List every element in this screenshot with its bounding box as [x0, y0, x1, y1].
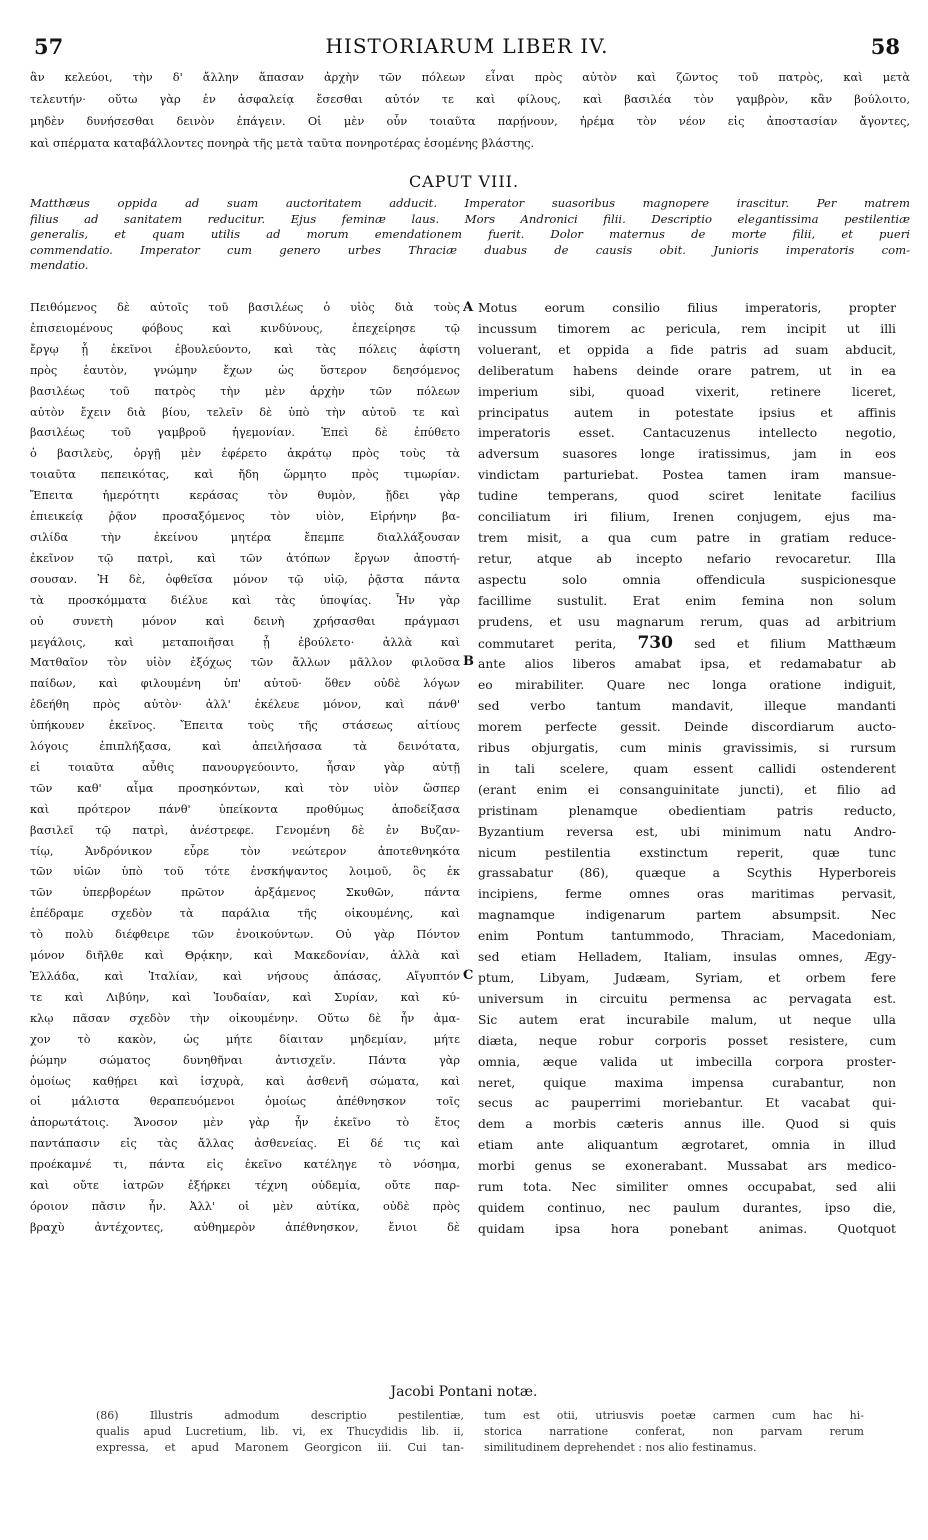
greek-line: ἐπιεικείᾳ ῥᾷον προσαξόμενος τὸν υἱὸν, Εἰρήνην βα- [30, 510, 460, 524]
latin-line: grassabatur (86), quæque a Scythis Hyperboreis [478, 866, 896, 881]
latin-line: voluerant, et oppida a fide patris ad suam abducit, [478, 342, 896, 357]
latin-line: in tali scelere, quam essent callidi ostenderent [478, 761, 896, 776]
notes-right-column [484, 1408, 864, 1456]
note-line: (86) Illustris admodum descriptio pestilentiæ, [96, 1409, 464, 1422]
latin-line: sed etiam Helladem, Italiam, insulas omnes, Ægy- [478, 950, 896, 965]
latin-line: omnia, æque valida ut imbecilla corpora proster- [478, 1054, 896, 1069]
summary-line: generalis, et quam utilis ad morum emendationem fuerit. Dolor maternus de morte filii, et pueri [30, 227, 910, 241]
notes-title: Jacobi Pontani notæ. [390, 1384, 538, 1400]
latin-line: ribus objurgatis, cum minis gravissimis, si rursum [478, 741, 896, 756]
latin-line: diæta, neque robur corporis posset resistere, cum [478, 1033, 896, 1048]
latin-line: deliberatum habens deinde orare patrem, ut in ea [478, 363, 896, 378]
greek-line: τε καὶ Λιβύην, καὶ Ἰουδαίαν, καὶ Συρίαν, καὶ κύ- [30, 990, 460, 1004]
greek-line: σιλίδα τὴν ἐκείνου μητέρα ἔπεμπε διαλλάξουσαν [30, 530, 460, 544]
summary-line: commendatio. Imperator cum genero urbes Thraciæ duabus de causis obit. Junioris imperatoris com- [30, 242, 910, 257]
greek-line: όροιον πᾶσιν ἦν. Ἀλλ' οἱ μὲν αὐτίκα, οὐδὲ πρὸς [30, 1199, 460, 1213]
latin-line: tudine temperans, quod sciret lenitate facilius [478, 489, 896, 504]
latin-line: conciliatum iri filium, Irenen conjugem, ejus ma- [478, 510, 896, 525]
left-page-number: 57 [34, 34, 64, 59]
latin-line: morbi genus se exonerabant. Mussabat ars medico- [478, 1159, 896, 1174]
latin-line: ptum, Libyam, Judæam, Syriam, et orbem fere [478, 971, 896, 985]
greek-line: τῶν ὑπερβορέων πρῶτον ἀρξάμενος Σκυθῶν, πάντα [30, 886, 460, 900]
greek-line: ῥώμην σώματος δυνηθῆναι ἀντισχεῖν. Πάντα γὰρ [30, 1053, 460, 1067]
greek-line: αὐτὸν ἔχειν διὰ βίου, τελεῖν δὲ ὑπὸ τὴν αὐτοῦ τε καὶ [30, 405, 460, 419]
greek-line: βασιλέως τοῦ πατρὸς τὴν μὲν ἀρχὴν τῶν πόλεων [30, 384, 460, 398]
latin-line: retur, atque ab incepto nefario revocaretur. Illa [478, 551, 896, 566]
latin-line: imperatoris esset. Cantacuzenus intellecto negotio, [478, 426, 896, 441]
greek-line: ἀπορωτάτοις. Ἄνοσον μὲν γὰρ ἦν ἐκεῖνο τὸ ἔτος [30, 1116, 460, 1130]
chapter-summary [30, 196, 910, 274]
greek-line: πρὸς ἑαυτὸν, γνώμην ἔχων ὡς ὕστερον δεησόμενος [30, 363, 460, 377]
latin-line: adversum suasores longe iratissimus, jam in eos [478, 447, 896, 462]
margin-page-number: 730 [637, 632, 673, 653]
greek-line: ἐκεῖνον τῷ πατρὶ, καὶ τῶν ἀτόπων ἔργων ἀποστή- [30, 551, 460, 565]
greek-line: ὁμοίως καθῄρει καὶ ἰσχυρὰ, καὶ ἀσθενῆ σώματα, καὶ [30, 1074, 460, 1088]
latin-line: neret, quique maxima impensa curabantur, non [478, 1075, 896, 1090]
section-mark-b: B [463, 654, 474, 669]
latin-line: Byzantium reversa est, ubi minimum natu Andro- [478, 824, 896, 839]
note-line: tum est otii, utriusvis poetæ carmen cum hac hi- [484, 1409, 864, 1422]
greek-line: τοιαῦτα πεπεικότας, καὶ ἤδη ὥρμητο πρὸς τιμωρίαν. [30, 468, 460, 482]
latin-line: etiam ante aliquantum ægrotaret, omnia in illud [478, 1138, 896, 1153]
latin-line: sed verbo tantum mandavit, illeque mandanti [478, 699, 896, 714]
intro-paragraph [30, 66, 910, 154]
latin-line: quidem continuo, nec paulum durantes, ipso die, [478, 1200, 896, 1215]
summary-line: mendatio. [30, 258, 89, 272]
latin-line: prudens, et usu magnarum rerum, quas ad arbitrium [478, 614, 896, 629]
latin-line: dem a morbis cæteris annus ille. Quod si quis [478, 1117, 896, 1132]
latin-line: ante alios liberos amabat ipsa, et redamabatur ab [478, 657, 896, 672]
greek-line: παντάπασιν εἰς τὰς ἄλλας ἀσθενείας. Εἰ δέ τις καὶ [30, 1137, 460, 1151]
greek-line: ἔργῳ ᾗ ἐκεῖνοι ἐβουλεύοντο, καὶ τὰς πόλεις ἀφίστη [30, 342, 460, 356]
running-title: HISTORIARUM LIBER IV. [325, 34, 609, 58]
greek-line: ὁ βασιλεὺς, ὀργῇ μὲν ἐφέρετο ἀκράτῳ πρὸς τοὺς τὰ [30, 447, 460, 461]
latin-line: nicum pestilentia exstinctum reperit, quæ tunc [478, 845, 896, 860]
greek-line: παίδων, καὶ φιλουμένη ὑπ' αὐτοῦ· ὅθεν οὐδὲ λόγων [30, 677, 460, 691]
greek-line: μεγάλοις, καὶ μεταποιῆσαι ᾗ ἐβούλετο· ἀλλὰ καὶ [30, 635, 460, 649]
greek-line: Ματθαῖον τὸν υἱὸν ἐξόχως τῶν ἄλλων μᾶλλον φιλοῦσα [30, 656, 460, 670]
greek-line: βασιλέως τοῦ γαμβροῦ ἡγεμονίαν. Ἐπεὶ δὲ ἐπύθετο [30, 426, 460, 440]
latin-line: Sic autem erat incurabile malum, ut neque ulla [478, 1012, 896, 1027]
greek-line: βραχὺ ἀντέχοντες, αὐθημερὸν ἀπέθνησκον, ἔνιοι δὲ [30, 1220, 460, 1234]
intro-line: μηδὲν δυνήσεσθαι δεινὸν ἐπάγειν. Οἱ μὲν οὖν τοιαῦτα παρῄνουν, ἠρέμα τὸν νέον εἰς ἀποστασίαν ἄγοντες, [30, 114, 910, 128]
greek-line: τὰ προσκόμματα διέλυε καὶ τὰς ὑποψίας. Ἦν γὰρ [30, 593, 460, 607]
latin-line: rum tota. Nec similiter omnes occupabat, sed alii [478, 1180, 896, 1195]
intro-line: καὶ σπέρματα καταβάλλοντες πονηρὰ τῆς μετὰ ταῦτα πονηροτέρας ἐσομένης βλάστης. [30, 136, 535, 150]
latin-line: enim Pontum tantummodo, Thraciam, Macedoniam, [478, 929, 896, 944]
latin-line: incussum timorem ac pericula, rem incipit ut illi [478, 321, 896, 336]
intro-line: τελευτήν· οὕτω γὰρ ἐν ἀσφαλείᾳ ἔσεσθαι αὐτόν τε καὶ φίλους, καὶ βασιλέα τὸν γαμβρὸν, κἂν βούλοιτο, [30, 92, 910, 106]
greek-line: οὐ συνετὴ μόνον καὶ δεινὴ χρήσασθαι πράγμασι [30, 614, 460, 628]
intro-line: ἂν κελεύοι, τὴν δ' ἄλλην ἅπασαν ἀρχὴν τῶν πόλεων εἶναι πρὸς αὐτὸν καὶ ζῶντος τοῦ πατρὸς, καὶ μετὰ [30, 70, 910, 84]
greek-line: εἰ τοιαῦτα αὖθις πανουργεύοιντο, ἦσαν γὰρ αὐτῇ [30, 760, 460, 774]
running-header [34, 34, 900, 60]
greek-line: χον τὸ κακὸν, ὡς μήτε δίαιταν μηδεμίαν, μήτε [30, 1032, 460, 1046]
greek-line: Ἑλλάδα, καὶ Ἰταλίαν, καὶ νήσους ἁπάσας, Αἴγυπτόν [30, 970, 460, 983]
latin-line: trem misit, a qua cum patre in gratiam reduce- [478, 530, 896, 545]
notes-left-column [96, 1408, 464, 1456]
latin-line: pristinam plenamque obedientiam patris reducto, [478, 803, 896, 818]
latin-line: secus ac pauperrimi moriebantur. Et vacabat qui- [478, 1096, 896, 1111]
greek-line: Ἔπειτα ἡμερότητι κεράσας τὸν θυμὸν, ᾔδει γὰρ [30, 489, 460, 503]
greek-line: τίῳ, Ἀνδρόνικον εὗρε τὸν νεώτερον ἀποτεθνηκότα [30, 844, 460, 858]
greek-line: ἐπέδραμε σχεδὸν τὰ παράλια τῆς οἰκουμένης, καὶ [30, 907, 460, 921]
latin-line: eo mirabiliter. Quare nec longa oratione indiguit, [478, 678, 896, 693]
latin-line: vindictam parturiebat. Postea tamen iram mansue- [478, 468, 896, 483]
summary-line: filius ad sanitatem reducitur. Ejus feminæ laus. Mors Andronici filii. Descriptio elegantissima pestilentiæ [30, 211, 910, 226]
greek-line: βασιλεῖ τῷ πατρὶ, ἀνέστρεφε. Γενομένη δὲ ἐν Βυζαν- [30, 823, 460, 837]
greek-line: ἐπισειομένους φόβους καὶ κινδύνους, ἐπεχείρησε τῷ [30, 321, 460, 335]
greek-line: σουσαν. Ἡ δὲ, ὀφθεῖσα μόνον τῷ υἱῷ, ῥᾷστα πάντα [30, 572, 460, 586]
latin-line: (erant enim ei consanguinitate juncti), et filio ad [478, 782, 896, 797]
greek-line: τὸ πολὺ διέφθειρε τῶν ἐνοικούντων. Οὐ γὰρ Πόντον [30, 928, 460, 942]
greek-line: Πειθόμενος δὲ αὐτοῖς τοῦ βασιλέως ὁ υἱὸς διὰ τοὺς [30, 301, 460, 314]
greek-line: μόνον διῆλθε καὶ Θρᾴκην, καὶ Μακεδονίαν, ἀλλὰ καὶ [30, 949, 460, 963]
latin-line: morem perfecte gessit. Deinde discordiarum aucto- [478, 720, 896, 735]
greek-line: οἱ μάλιστα θεραπευόμενοι ὁμοίως ἀπέθνησκον τοῖς [30, 1095, 460, 1109]
greek-line: ἐδεήθη πρὸς αὐτὸν· ἀλλ' ἐκέλευε μόνον, καὶ πάνθ' [30, 698, 460, 712]
latin-line: principatus autem in potestate ipsius et affinis [478, 405, 896, 420]
latin-line: facillime sustulit. Erat enim femina non solum [478, 593, 896, 608]
latin-line: aspectu solo omnia offendicula suspicionesque [478, 572, 896, 587]
note-line: similitudinem deprehendet : nos alio festinamus. [484, 1441, 757, 1454]
greek-column [30, 298, 460, 1239]
section-mark-a: A [463, 300, 474, 315]
latin-line: magnamque indigenarum partem absumpsit. Nec [478, 908, 896, 923]
note-line: storica narratione conferat, non parvam rerum [484, 1425, 864, 1438]
right-page-number: 58 [870, 34, 900, 59]
latin-line: imperium sibi, quoad vixerit, retinere liceret, [478, 384, 896, 399]
section-mark-c: C [463, 968, 474, 983]
note-line: qualis apud Lucretium, lib. vi, ex Thucydidis lib. ii, [96, 1425, 464, 1438]
greek-line: λόγοις ἐπιπλήξασα, καὶ ἀπειλήσασα τὰ δεινότατα, [30, 740, 460, 754]
greek-line: καὶ πρότερον πάνθ' ὑπείκοντα προθύμως ἀποδείξασα [30, 802, 460, 816]
greek-line: ὑπήκουεν ἐκεῖνος. Ἔπειτα τοὺς τῆς στάσεως αἰτίους [30, 719, 460, 733]
note-line: expressa, et apud Maronem Georgicon iii. Cui tan- [96, 1441, 464, 1454]
latin-line: universum in circuitu permensa ac pervagata est. [478, 991, 896, 1006]
chapter-heading: CAPUT VIII. [408, 172, 520, 191]
greek-line: προέκαμνέ τι, πάντα εἰς ἐκεῖνο κατέληγε τὸ νόσημα, [30, 1158, 460, 1172]
latin-line: quidam ipsa hora ponebant animas. Quotquot [478, 1221, 896, 1236]
greek-line: κλῳ πᾶσαν σχεδὸν τὴν οἰκουμένην. Οὕτω δὲ ἦν ἀμα- [30, 1011, 460, 1025]
greek-line: καὶ οὔτε ἰατρῶν ἐξήρκει τέχνη οὐδεμία, οὔτε παρ- [30, 1179, 460, 1193]
summary-line: Matthæus oppida ad suam auctoritatem adducit. Imperator suasoribus magnopere irascitur. Per matrem [30, 196, 910, 210]
latin-column [478, 298, 896, 1240]
greek-line: τῶν καθ' αἷμα προσηκόντων, καὶ τὸν υἱὸν ὥσπερ [30, 781, 460, 795]
latin-line: commutaret perita, 730 sed et filium Matthæum [478, 632, 896, 653]
greek-line: τῶν υἱῶν ὑπὸ τοῦ τότε ἐνσκήψαντος λοιμοῦ, ὃς ἐκ [30, 865, 460, 879]
latin-line: incipiens, ferme omnes oras maritimas pervasit, [478, 887, 896, 902]
latin-line: Motus eorum consilio filius imperatoris, propter [478, 301, 896, 315]
